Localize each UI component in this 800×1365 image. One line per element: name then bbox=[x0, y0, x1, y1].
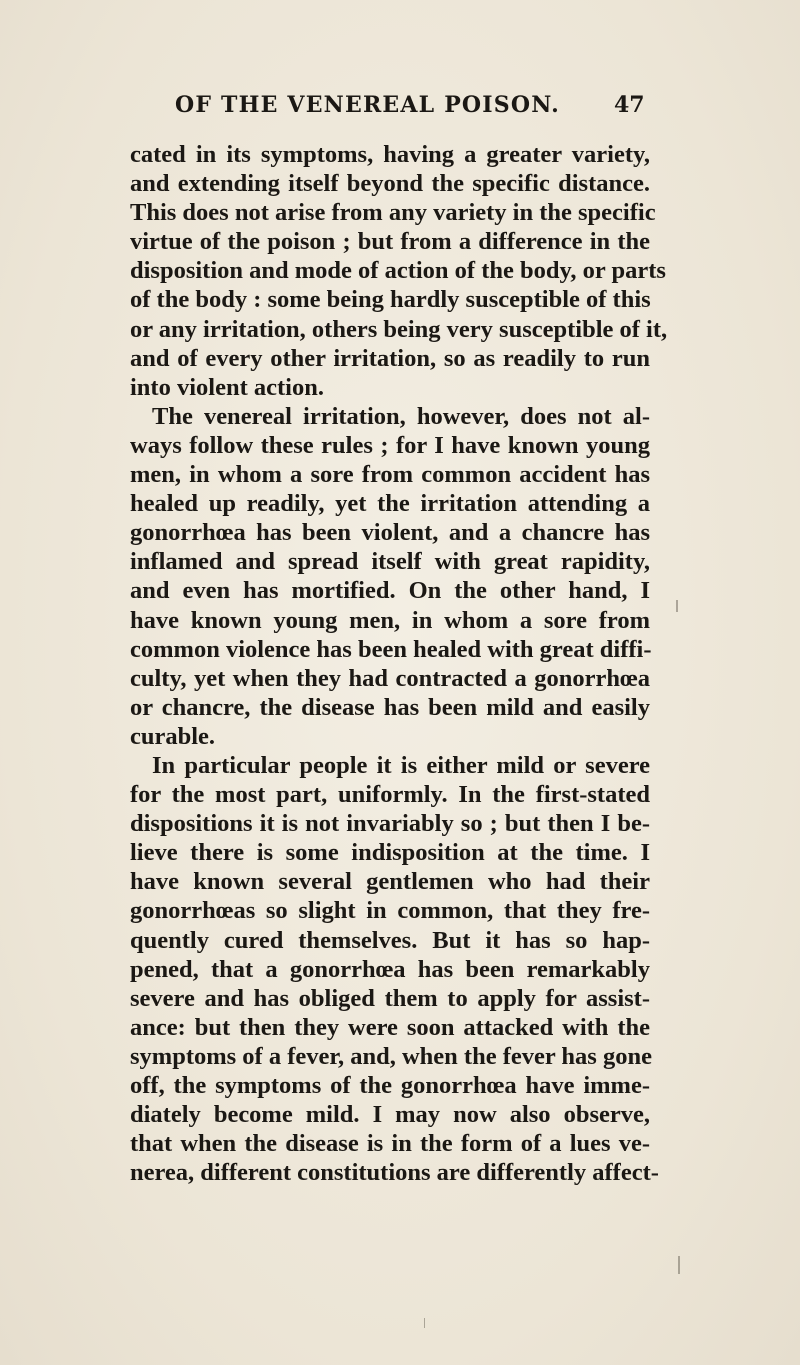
text-line: ways follow these rules ; for I have known young bbox=[130, 431, 650, 459]
text-line: and even has mortified. On the other hand, I bbox=[130, 577, 650, 605]
text-line: cated in its symptoms, having a greater variety, bbox=[130, 141, 650, 168]
text-line: off, the symptoms of the gonorrhœa have imme- bbox=[130, 1072, 650, 1099]
text-line: symptoms of a fever, and, when the fever has gone bbox=[130, 1042, 652, 1070]
text-line: into violent action. bbox=[130, 373, 324, 401]
text-line: quently cured themselves. But it has so hap- bbox=[130, 926, 650, 954]
text-line: inflamed and spread itself with great rapidity, bbox=[130, 548, 650, 576]
text-line: dispositions it is not invariably so ; but then I be- bbox=[130, 810, 650, 838]
text-line: diately become mild. I may now also observe, bbox=[130, 1101, 650, 1129]
running-title: OF THE VENEREAL POISON. bbox=[175, 92, 561, 118]
text-line: ance: but then they were soon attacked with the bbox=[130, 1013, 650, 1041]
paper-speck bbox=[676, 600, 678, 612]
text-line: virtue of the poison ; but from a difference in the bbox=[130, 228, 650, 256]
text-line: curable. bbox=[130, 722, 216, 750]
text-line: common violence has been healed with great diffi- bbox=[130, 635, 652, 663]
text-line: have known several gentlemen who had their bbox=[130, 868, 650, 896]
text-line: disposition and mode of action of the body, or parts bbox=[130, 257, 666, 285]
text-line: severe and has obliged them to apply for assist- bbox=[130, 984, 650, 1012]
page-number: 47 bbox=[614, 92, 645, 118]
text-line: healed up readily, yet the irritation attending a bbox=[130, 490, 650, 518]
text-line: that when the disease is in the form of a lues ve- bbox=[130, 1130, 650, 1158]
body-text bbox=[130, 140, 668, 1187]
text-line: pened, that a gonorrhœa has been remarkably bbox=[130, 955, 650, 983]
text-line: nerea, different constitutions are differently affect- bbox=[130, 1159, 659, 1187]
text-line: for the most part, uniformly. In the first-stated bbox=[130, 781, 650, 809]
text-line: gonorrhœas so slight in common, that they fre- bbox=[130, 897, 650, 925]
text-line: men, in whom a sore from common accident has bbox=[130, 461, 650, 489]
text-line: or chancre, the disease has been mild and easily bbox=[130, 693, 650, 721]
text-line: and extending itself beyond the specific distance. bbox=[130, 170, 650, 198]
text-line: This does not arise from any variety in the specific bbox=[130, 199, 656, 227]
text-line: culty, yet when they had contracted a gonorrhœa bbox=[130, 664, 650, 692]
text-line: have known young men, in whom a sore from bbox=[130, 606, 650, 634]
text-line: of the body : some being hardly susceptible of this bbox=[130, 286, 651, 314]
paper-speck bbox=[678, 1256, 680, 1274]
page-header bbox=[0, 92, 800, 122]
text-line: In particular people it is either mild or severe bbox=[152, 751, 650, 779]
text-line: lieve there is some indisposition at the time. I bbox=[130, 839, 650, 867]
text-line: and of every other irritation, so as readily to run bbox=[130, 344, 650, 372]
paper-speck bbox=[424, 1318, 425, 1328]
text-line: or any irritation, others being very susceptible of it, bbox=[130, 315, 668, 343]
text-line: gonorrhœa has been violent, and a chancre has bbox=[130, 519, 650, 547]
text-line: The venereal irritation, however, does not al- bbox=[152, 402, 650, 430]
